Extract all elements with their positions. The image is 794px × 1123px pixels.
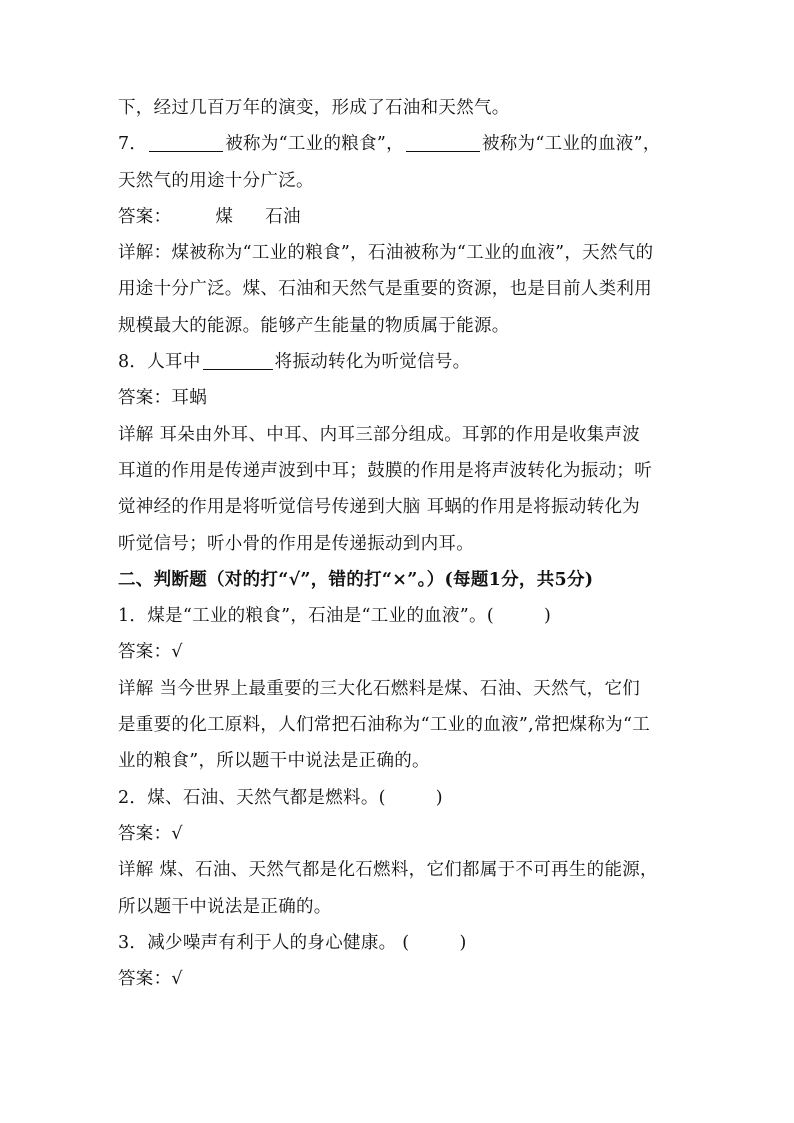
explanation-line: 用途十分广泛。煤、石油和天然气是重要的资源，也是目前人类利用 [118, 279, 652, 300]
explanation-line: 详解 当今世界上最重要的三大化石燃料是煤、石油、天然气，它们 [118, 678, 641, 699]
explanation-line: 详解：煤被称为“工业的粮食”，石油被称为“工业的血液”，天然气的 [118, 243, 654, 264]
judge-question-2 [118, 780, 688, 816]
question-number: 7． [118, 134, 148, 155]
paren-close: ) [435, 787, 443, 808]
question-text: 被称为“工业的血液”， [481, 134, 661, 155]
fill-blank[interactable] [149, 131, 223, 152]
question-text: 被称为“工业的粮食”， [225, 134, 404, 155]
paren-close: ) [543, 606, 552, 627]
answer-line: 答案：√ [118, 823, 183, 844]
answer-value: 煤 [215, 206, 234, 227]
answer-line: 答案：√ [118, 642, 183, 663]
question-text: 2．煤、石油、天然气都是燃料。( [118, 787, 386, 808]
explanation-line: 耳道的作用是传递声波到中耳；鼓膜的作用是将声波转化为振动；听 [118, 460, 652, 481]
document-page [118, 90, 688, 997]
text-line: 下，经过几百万年的演变，形成了石油和天然气。 [118, 98, 510, 118]
explanation-line: 是重要的化工原料，人们常把石油称为“工业的血液”,常把煤称为“工 [118, 715, 650, 736]
explanation-line: 听觉信号；听小骨的作用是传递振动到内耳。 [118, 533, 474, 554]
explanation-line: 详解 煤、石油、天然气都是化石燃料，它们都属于不可再生的能源， [118, 860, 658, 881]
answer-label: 答案： [118, 206, 172, 227]
question-text: 3．减少噪声有利于人的身心健康。 ( [118, 932, 410, 953]
fill-blank[interactable] [406, 131, 480, 152]
explanation-line: 规模最大的能源。能够产生能量的物质属于能源。 [118, 315, 510, 336]
answer-8: 答案：耳蜗 [118, 388, 207, 409]
question-7 [118, 126, 688, 162]
question-8 [118, 344, 688, 380]
answer-value: 石油 [265, 206, 301, 227]
explanation-line: 觉神经的作用是将听觉信号传递到大脑 耳蜗的作用是将振动转化为 [118, 497, 641, 518]
question-text: 将振动转化为听觉信号。 [274, 352, 471, 373]
fill-blank[interactable] [203, 349, 273, 370]
paren-close: ) [459, 932, 467, 953]
section-heading: 二、判断题（对的打“√”，错的打“×”。）(每题1分，共5分) [118, 569, 594, 590]
answer-7 [118, 199, 688, 235]
judge-question-1 [118, 598, 688, 634]
text-line: 天然气的用途十分广泛。 [118, 170, 314, 191]
question-text: 8．人耳中 [118, 352, 201, 373]
explanation-line: 详解 耳朵由外耳、中耳、内耳三部分组成。耳郭的作用是收集声波 [118, 424, 641, 445]
explanation-line: 业的粮食”，所以题干中说法是正确的。 [118, 751, 430, 772]
explanation-line: 所以题干中说法是正确的。 [118, 896, 332, 917]
judge-question-3 [118, 925, 688, 961]
answer-line: 答案：√ [118, 969, 183, 990]
question-text: 1．煤是“工业的粮食”，石油是“工业的血液”。( [118, 606, 494, 627]
